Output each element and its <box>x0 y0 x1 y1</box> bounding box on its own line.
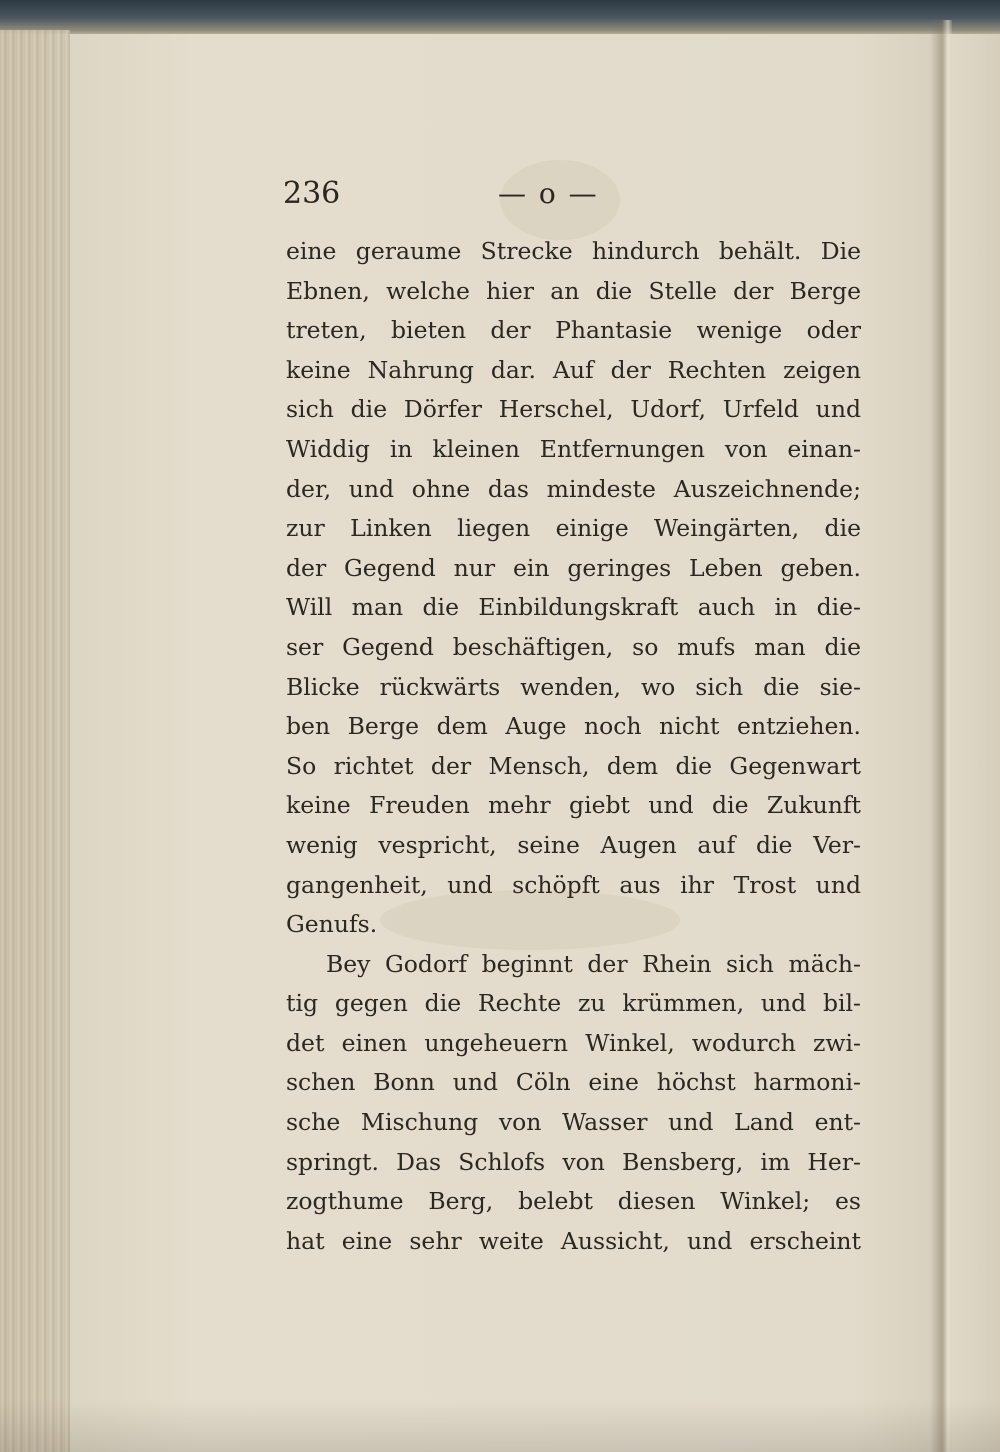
text-line: eine geraume Strecke hindurch behält. Die <box>286 237 861 265</box>
text-line: schen Bonn und Cöln eine höchst harmoni- <box>286 1068 861 1097</box>
text-line: der, und ohne das mindeste Auszeichnende; <box>286 474 861 503</box>
page-header <box>283 172 663 216</box>
bottom-shade <box>0 1400 1000 1452</box>
body-text <box>286 232 861 1261</box>
gutter-shadow <box>930 20 952 1452</box>
text-line: wenig vespricht, seine Augen auf die Ver- <box>286 830 861 859</box>
page-edges <box>0 30 70 1452</box>
text-line: det einen ungeheuern Winkel, wodurch zwi- <box>286 1028 861 1057</box>
text-line: keine Nahrung dar. Auf der Rechten zeigen <box>286 355 861 384</box>
text-line: Genufs. <box>286 910 378 939</box>
text-line: So richtet der Mensch, dem die Gegenwart <box>286 751 861 780</box>
book-cover-edge <box>0 0 1000 34</box>
text-line: Widdig in kleinen Entfernungen von einan- <box>286 434 861 463</box>
running-head: — o — <box>498 177 599 210</box>
text-line: zogthume Berg, belebt diesen Winkel; es <box>286 1187 861 1216</box>
text-line: tig gegen die Rechte zu krümmen, und bil- <box>286 989 861 1018</box>
text-line: springt. Das Schlofs von Bensberg, im Her- <box>286 1147 861 1176</box>
text-line: ben Berge dem Auge noch nicht entziehen. <box>286 712 861 741</box>
text-line: gangenheit, und schöpft aus ihr Trost und <box>286 870 861 899</box>
text-line: Blicke rückwärts wenden, wo sich die sie- <box>286 672 861 701</box>
text-line: Will man die Einbildungskraft auch in die- <box>286 593 861 622</box>
page-number: 236 <box>283 176 341 211</box>
text-line: zur Linken liegen einige Weingärten, die <box>286 514 861 543</box>
text-line: Bey Godorf beginnt der Rhein sich mäch- <box>326 949 861 978</box>
text-line: hat eine sehr weite Aussicht, und erscheint <box>286 1226 861 1255</box>
text-line: sche Mischung von Wasser und Land ent- <box>286 1108 861 1137</box>
text-line: treten, bieten der Phantasie wenige oder <box>286 316 861 345</box>
text-line: der Gegend nur ein geringes Leben geben. <box>286 553 861 582</box>
text-line: ser Gegend beschäftigen, so mufs man die <box>286 632 861 661</box>
text-line: sich die Dörfer Herschel, Udorf, Urfeld und <box>286 395 861 424</box>
text-line: Ebnen, welche hier an die Stelle der Berge <box>286 276 861 305</box>
text-line: keine Freuden mehr giebt und die Zukunft <box>286 791 861 820</box>
